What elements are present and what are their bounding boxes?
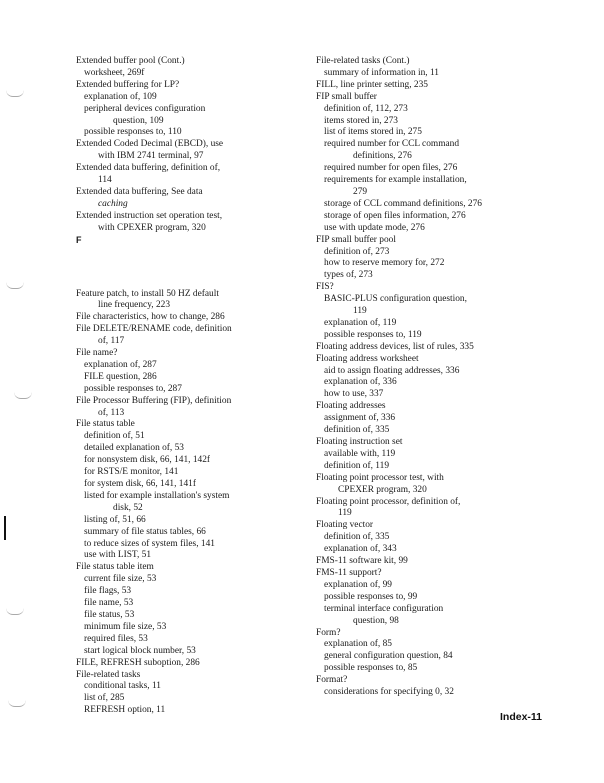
index-subentry: explanation of, 287 (84, 359, 157, 370)
page-number: Index-11 (500, 711, 543, 723)
index-entry: FIP small buffer (316, 91, 377, 102)
index-entry: File status table item (76, 562, 154, 573)
index-subentry: storage of open files information, 276 (324, 210, 466, 221)
index-entry: Floating point processor, definition of, (316, 496, 461, 507)
index-entry: Extended data buffering, See data (76, 186, 203, 197)
index-subentry: types of, 273 (324, 270, 373, 281)
index-subentry: general configuration question, 84 (324, 651, 453, 662)
index-subentry: use with update mode, 276 (324, 222, 425, 233)
index-subentry: definition of, 112, 273 (324, 103, 408, 114)
index-subentry: storage of CCL command definitions, 276 (324, 198, 482, 209)
index-entry: File-related tasks (Cont.) (316, 56, 410, 66)
index-entry: Extended Coded Decimal (EBCD), use (76, 139, 224, 150)
index-subentry: minimum file size, 53 (84, 621, 167, 632)
index-subentry: 119 (353, 306, 367, 317)
index-subentry: explanation of, 99 (324, 579, 392, 590)
index-entry: FMS-11 support? (316, 567, 382, 578)
margin-mark (6, 608, 24, 615)
index-entry: Extended buffer pool (Cont.) (76, 56, 185, 66)
index-subentry: to reduce sizes of system files, 141 (84, 538, 215, 549)
index-entry: Floating address devices, list of rules, 335 (316, 341, 474, 352)
index-entry: Floating address worksheet (316, 353, 419, 364)
index-subentry: with CPEXER program, 320 (98, 222, 206, 233)
index-subentry: explanation of, 109 (84, 91, 157, 102)
index-subentry: definition of, 51 (84, 431, 145, 442)
index-subentry: start logical block number, 53 (84, 645, 196, 656)
index-subentry: explanation of, 343 (324, 544, 397, 555)
index-subentry: required files, 53 (84, 633, 148, 644)
index-entry: Floating vector (316, 520, 374, 531)
margin-mark (14, 392, 32, 399)
index-entry: FILE, REFRESH suboption, 286 (76, 657, 200, 668)
index-subentry: definitions, 276 (353, 151, 412, 162)
index-subentry: CPEXER program, 320 (338, 484, 427, 495)
index-subentry: explanation of, 336 (324, 377, 397, 388)
index-entry: Extended data buffering, definition of, (76, 163, 221, 174)
index-entry: File DELETE/RENAME code, definition (76, 324, 232, 335)
index-subentry: summary of information in, 11 (324, 67, 439, 78)
section-gap (76, 247, 298, 289)
index-entry: File-related tasks (76, 669, 141, 680)
index-subentry: definition of, 335 (324, 532, 390, 543)
index-subentry: list of items stored in, 275 (324, 127, 422, 138)
index-entry: Extended instruction set operation test, (76, 210, 223, 221)
index-subentry: possible responses to, 110 (84, 127, 182, 138)
index-subentry: REFRESH option, 11 (84, 705, 166, 716)
index-subentry: required number for CCL command (324, 139, 460, 150)
index-column-right (316, 56, 538, 699)
index-entry: FIS? (316, 282, 334, 293)
index-subentry: 279 (353, 186, 368, 197)
index-subentry: use with LIST, 51 (84, 550, 152, 561)
index-subentry: requirements for example installation, (324, 175, 467, 186)
index-subentry: question, 98 (353, 615, 399, 626)
index-entry: Floating point processor test, with (316, 472, 444, 483)
index-subentry: aid to assign floating addresses, 336 (324, 365, 460, 376)
index-subentry: disk, 52 (113, 502, 143, 513)
index-subentry: 119 (338, 508, 352, 519)
margin-mark (6, 282, 24, 289)
index-subentry: possible responses to, 287 (84, 383, 182, 394)
index-subentry: of, 117 (98, 336, 125, 347)
index-entry: Extended buffering for LP? (76, 79, 180, 90)
index-entry: Floating instruction set (316, 437, 403, 447)
index-subentry: list of, 285 (84, 693, 125, 704)
index-subentry: file status, 53 (84, 609, 135, 620)
index-subentry: line frequency, 223 (98, 300, 171, 311)
index-entry: Format? (316, 675, 348, 686)
index-subentry: possible responses to, 99 (324, 591, 418, 602)
index-entry: FMS-11 software kit, 99 (316, 556, 408, 567)
index-subentry: available with, 119 (324, 448, 396, 459)
index-subentry: for RSTS/E monitor, 141 (84, 467, 179, 478)
index-subentry: listed for example installation's system (84, 490, 230, 501)
index-subentry: listing of, 51, 66 (84, 514, 146, 525)
index-subentry: of, 113 (98, 407, 125, 418)
index-subentry: summary of file status tables, 66 (84, 526, 206, 537)
margin-mark (8, 700, 26, 707)
index-subentry: definition of, 335 (324, 425, 390, 436)
index-subentry: assignment of, 336 (324, 413, 396, 424)
index-subentry: file name, 53 (84, 598, 134, 609)
index-entry: FIP small buffer pool (316, 234, 396, 245)
index-subentry: 114 (98, 175, 112, 186)
index-subentry: conditional tasks, 11 (84, 681, 161, 692)
index-subentry: considerations for specifying 0, 32 (324, 687, 454, 698)
index-subentry: explanation of, 119 (324, 317, 397, 328)
index-entry: File characteristics, how to change, 286 (76, 312, 225, 323)
index-subentry: worksheet, 269f (84, 67, 145, 78)
index-entry: Form? (316, 627, 341, 638)
index-subentry: file flags, 53 (84, 586, 132, 597)
index-subentry: items stored in, 273 (324, 115, 398, 126)
index-subentry: question, 109 (113, 115, 164, 126)
index-subentry: required number for open files, 276 (324, 163, 458, 174)
index-subentry: terminal interface configuration (324, 603, 444, 614)
index-subentry: FILE question, 286 (84, 371, 157, 382)
index-subentry: detailed explanation of, 53 (84, 443, 184, 454)
index-subentry: for system disk, 66, 141, 141f (84, 479, 196, 489)
index-subentry: peripheral devices configuration (84, 103, 206, 114)
index-subentry: caching (98, 198, 128, 209)
index-subentry: definition of, 273 (324, 246, 390, 257)
index-entry: File status table (76, 419, 135, 430)
index-entry: FILL, line printer setting, 235 (316, 79, 428, 90)
index-entry: File name? (76, 348, 118, 359)
index-entry: Feature patch, to install 50 HZ default (76, 288, 219, 299)
index-entry: Floating addresses (316, 401, 386, 412)
index-subentry: with IBM 2741 terminal, 97 (98, 151, 204, 162)
index-subentry: definition of, 119 (324, 460, 390, 471)
index-subentry: possible responses to, 119 (324, 329, 422, 340)
section-letter: F (76, 234, 82, 245)
index-subentry: current file size, 53 (84, 574, 157, 585)
index-entry: File Processor Buffering (FIP), definition (76, 395, 232, 406)
margin-mark (6, 90, 24, 97)
index-subentry: how to reserve memory for, 272 (324, 258, 445, 269)
index-subentry: how to use, 337 (324, 389, 384, 400)
index-subentry: for nonsystem disk, 66, 141, 142f (84, 455, 211, 466)
index-subentry: explanation of, 85 (324, 639, 392, 650)
index-subentry: BASIC-PLUS configuration question, (324, 294, 467, 305)
index-column-left (76, 56, 298, 717)
margin-bar (4, 516, 6, 540)
index-subentry: possible responses to, 85 (324, 663, 418, 674)
